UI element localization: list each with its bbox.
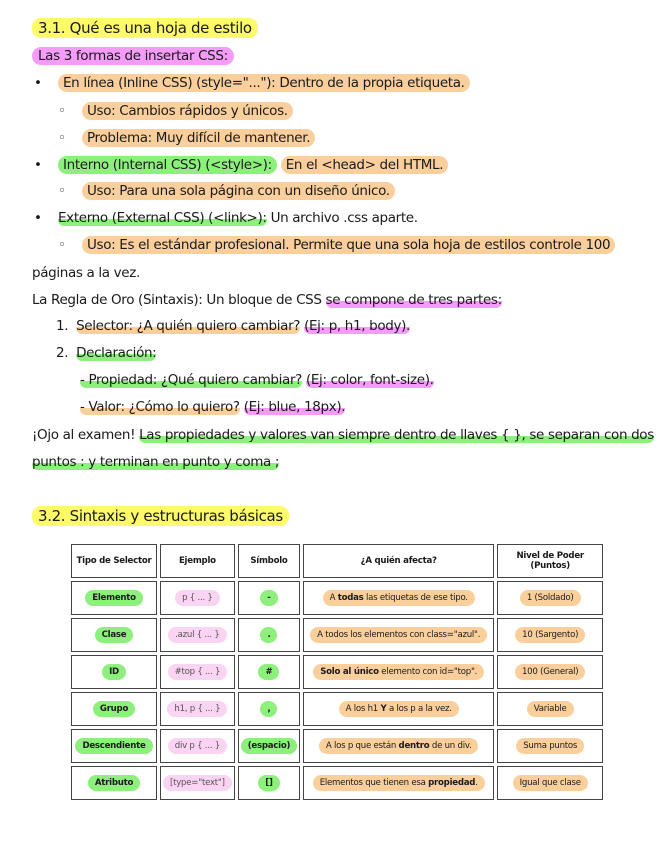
exam-note: ¡Ojo al examen! Las propiedades y valores van siempre dentro de llaves { }, se separan con dos xyxy=(32,427,654,443)
nivel-value: 1 (Soldado) xyxy=(520,590,581,606)
tipo-value: Elemento xyxy=(85,590,143,606)
golden-rule: La Regla de Oro (Sintaxis): Un bloque de CSS se compone de tres partes: xyxy=(32,292,502,308)
list-item-internal: • Interno (Internal CSS) (<style>): En el <head> del HTML. xyxy=(34,157,448,173)
afecta-bold-text: propiedad xyxy=(428,778,476,788)
table-row xyxy=(71,692,603,726)
cell-simbolo xyxy=(238,766,300,800)
afecta-bold-text: Solo al único xyxy=(320,667,379,677)
table-row xyxy=(71,729,603,763)
simbolo-value: (espacio) xyxy=(241,738,297,754)
sub-item-internal-use: ◦ Uso: Para una sola página con un diseño único. xyxy=(58,183,395,199)
table-body xyxy=(71,581,603,800)
cell-afecta xyxy=(303,766,494,800)
cell-simbolo xyxy=(238,729,300,763)
ejemplo-value: p { ... } xyxy=(175,590,220,606)
cell-tipo xyxy=(71,692,157,726)
tipo-value: Atributo xyxy=(88,775,140,791)
syntax-property: - Propiedad: ¿Qué quiero cambiar? (Ej: color, font-size). xyxy=(80,372,434,388)
tipo-value: Descendiente xyxy=(75,738,152,754)
cell-tipo xyxy=(71,729,157,763)
cell-nivel xyxy=(497,655,603,689)
nivel-value: 100 (General) xyxy=(515,664,585,680)
cell-ejemplo xyxy=(160,692,235,726)
syntax-value: - Valor: ¿Cómo lo quiero? (Ej: blue, 18px). xyxy=(80,399,346,415)
afecta-text: las etiquetas de ese tipo. xyxy=(363,593,468,603)
selector-table xyxy=(68,541,606,803)
section-title-3-1: 3.1. Qué es una hoja de estilo xyxy=(32,19,258,37)
afecta-text: . xyxy=(475,778,478,788)
afecta-text: Elementos que tienen esa xyxy=(319,778,429,788)
afecta-bold-text: Y xyxy=(380,704,387,714)
tipo-value: Grupo xyxy=(93,701,135,717)
bullet-icon: • xyxy=(34,75,42,91)
nivel-value: 10 (Sargento) xyxy=(515,627,585,643)
cell-nivel xyxy=(497,729,603,763)
cell-tipo xyxy=(71,581,157,615)
list-item-inline: • En línea (Inline CSS) (style="..."): Dentro de la propia etiqueta. xyxy=(34,75,470,91)
afecta-value xyxy=(323,590,475,606)
afecta-text: A los h1 xyxy=(345,704,381,714)
cell-simbolo xyxy=(238,618,300,652)
cell-ejemplo xyxy=(160,581,235,615)
subtitle: Las 3 formas de insertar CSS: xyxy=(32,48,234,64)
cell-afecta xyxy=(303,618,494,652)
afecta-text: A los p que están xyxy=(325,741,399,751)
table-row xyxy=(71,581,603,615)
cell-ejemplo xyxy=(160,729,235,763)
sub-item-external-use-cont: páginas a la vez. xyxy=(32,265,140,281)
circle-bullet-icon: ◦ xyxy=(58,130,66,146)
afecta-value xyxy=(319,738,479,754)
afecta-text: A xyxy=(329,593,338,603)
cell-nivel xyxy=(497,618,603,652)
afecta-text: elemento con id="top". xyxy=(378,667,478,677)
nivel-value: Variable xyxy=(527,701,574,717)
exam-note-cont: puntos : y terminan en punto y coma ; xyxy=(32,454,280,470)
ejemplo-value: h1, p { ... } xyxy=(167,701,227,717)
afecta-value xyxy=(313,664,484,680)
cell-simbolo xyxy=(238,655,300,689)
ejemplo-value: .azul { ... } xyxy=(168,627,226,643)
circle-bullet-icon: ◦ xyxy=(58,183,66,199)
cell-tipo xyxy=(71,766,157,800)
afecta-value xyxy=(313,775,485,791)
sub-item-inline-problem: ◦ Problema: Muy difícil de mantener. xyxy=(58,130,315,146)
ejemplo-value: div p { ... } xyxy=(168,738,227,754)
cell-afecta xyxy=(303,729,494,763)
afecta-text: A todos los elementos con class="azul". xyxy=(317,630,481,640)
afecta-text: de un div. xyxy=(429,741,472,751)
table-header-row xyxy=(71,544,603,578)
cell-tipo xyxy=(71,618,157,652)
tipo-value: Clase xyxy=(95,627,134,643)
cell-afecta xyxy=(303,581,494,615)
cell-afecta xyxy=(303,692,494,726)
ejemplo-value: #top { ... } xyxy=(168,664,228,680)
cell-simbolo xyxy=(238,581,300,615)
table-row xyxy=(71,618,603,652)
ejemplo-value: [type="text"] xyxy=(163,775,232,791)
header-nivel: Nivel de Poder (Puntos) xyxy=(497,544,603,578)
cell-nivel xyxy=(497,581,603,615)
simbolo-value: . xyxy=(260,627,277,643)
cell-ejemplo xyxy=(160,655,235,689)
afecta-value xyxy=(310,627,487,643)
list-item-external: • Externo (External CSS) (<link>): Un archivo .css aparte. xyxy=(34,210,418,226)
table-row xyxy=(71,766,603,800)
circle-bullet-icon: ◦ xyxy=(58,237,66,253)
cell-ejemplo xyxy=(160,618,235,652)
simbolo-value: # xyxy=(258,664,279,680)
cell-afecta xyxy=(303,655,494,689)
syntax-selector: 1. Selector: ¿A quién quiero cambiar? (Ej: p, h1, body). xyxy=(56,318,410,334)
cell-nivel xyxy=(497,692,603,726)
bullet-icon: • xyxy=(34,210,42,226)
nivel-value: Igual que clase xyxy=(513,775,588,791)
section-title-3-2: 3.2. Sintaxis y estructuras básicas xyxy=(32,507,289,525)
cell-tipo xyxy=(71,655,157,689)
header-tipo: Tipo de Selector xyxy=(71,544,157,578)
afecta-bold-text: todas xyxy=(337,593,364,603)
header-ejemplo: Ejemplo xyxy=(160,544,235,578)
table-row xyxy=(71,655,603,689)
afecta-bold-text: dentro xyxy=(398,741,430,751)
nivel-value: Suma puntos xyxy=(516,738,584,754)
cell-simbolo xyxy=(238,692,300,726)
afecta-text: a los p a la vez. xyxy=(386,704,452,714)
header-afecta: ¿A quién afecta? xyxy=(303,544,494,578)
cell-nivel xyxy=(497,766,603,800)
syntax-declaration: 2. Declaración: xyxy=(56,345,157,361)
afecta-value xyxy=(339,701,459,717)
header-simbolo: Símbolo xyxy=(238,544,300,578)
circle-bullet-icon: ◦ xyxy=(58,103,66,119)
sub-item-external-use: ◦ Uso: Es el estándar profesional. Permite que una sola hoja de estilos controle 100 xyxy=(58,237,615,253)
tipo-value: ID xyxy=(102,664,126,680)
simbolo-value: , xyxy=(260,701,277,717)
sub-item-inline-use: ◦ Uso: Cambios rápidos y únicos. xyxy=(58,103,293,119)
bullet-icon: • xyxy=(34,157,42,173)
simbolo-value: [] xyxy=(258,775,279,791)
simbolo-value: - xyxy=(260,590,277,606)
cell-ejemplo xyxy=(160,766,235,800)
